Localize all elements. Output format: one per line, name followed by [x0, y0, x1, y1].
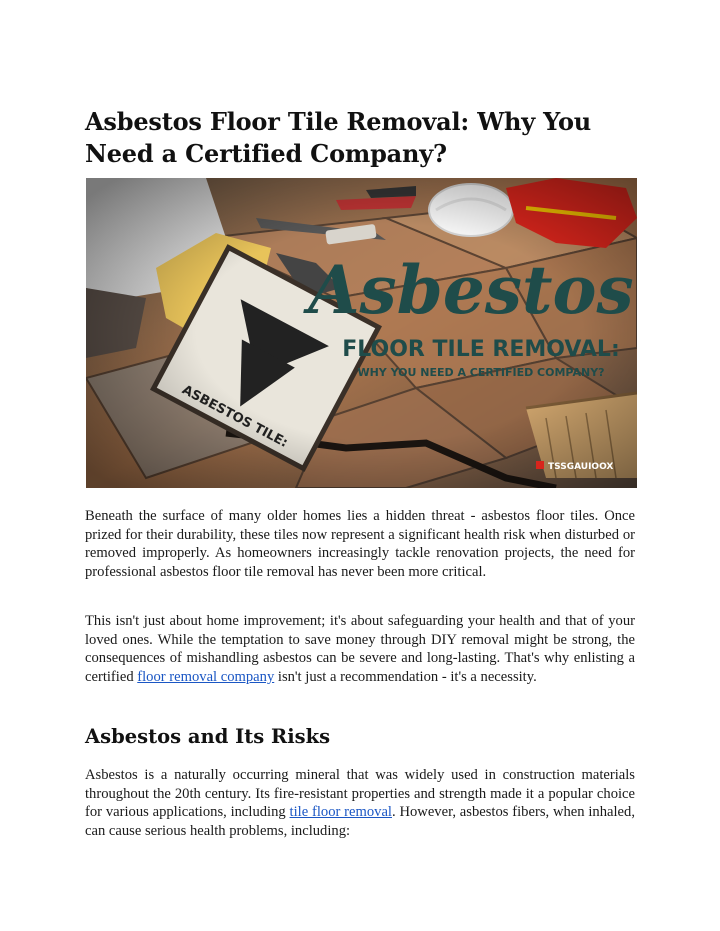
brand-logo-icon: [536, 461, 544, 469]
paragraph-text: . However, asbestos fibers, when inhaled, can cause serious health problems, including:: [85, 804, 635, 839]
hero-headline: Asbestos: [308, 251, 634, 329]
paragraph-text: Asbestos is a naturally occurring mineral that was widely used in construction materials throughout the 20th century. Its fire-resistant properties and strength made it a popular choice for various applications, including: [85, 767, 635, 821]
floor-removal-company-link[interactable]: floor removal company: [137, 668, 275, 685]
intro-paragraph: Beneath the surface of many older homes lies a hidden threat - asbestos floor tiles. Once prized for their durability, these tiles now represent a significant health risk when disturbed or removed improperly. As homeowners increasingly tackle renovation projects, the need for professional asbestos floor tile removal has never been more critical.: [85, 508, 635, 580]
third-paragraph: [85, 766, 635, 840]
brand-name: TSSGAUIOOX: [548, 462, 614, 472]
section-heading: Asbestos and Its Risks: [85, 725, 331, 748]
paragraph-text: This isn't just about home improvement; it's about safeguarding your health and that of your loved ones. While the temptation to save money through DIY removal might be strong, the consequences of mishandling asbestos can be severe and long-lasting. That's why enlisting a certified: [85, 613, 635, 685]
paragraph-text: isn't just a recommendation - it's a necessity.: [274, 668, 537, 685]
hero-image: [86, 178, 637, 488]
hero-tagline: WHY YOU NEED A CERTIFIED COMPANY?: [357, 366, 605, 379]
tile-floor-removal-link[interactable]: tile floor removal: [289, 804, 392, 821]
hero-illustration: [86, 178, 637, 488]
second-paragraph: [85, 612, 635, 686]
article-title: Asbestos Floor Tile Removal: Why You Need a Certified Company?: [85, 107, 591, 168]
hero-subheadline: FLOOR TILE REMOVAL:: [342, 337, 620, 362]
